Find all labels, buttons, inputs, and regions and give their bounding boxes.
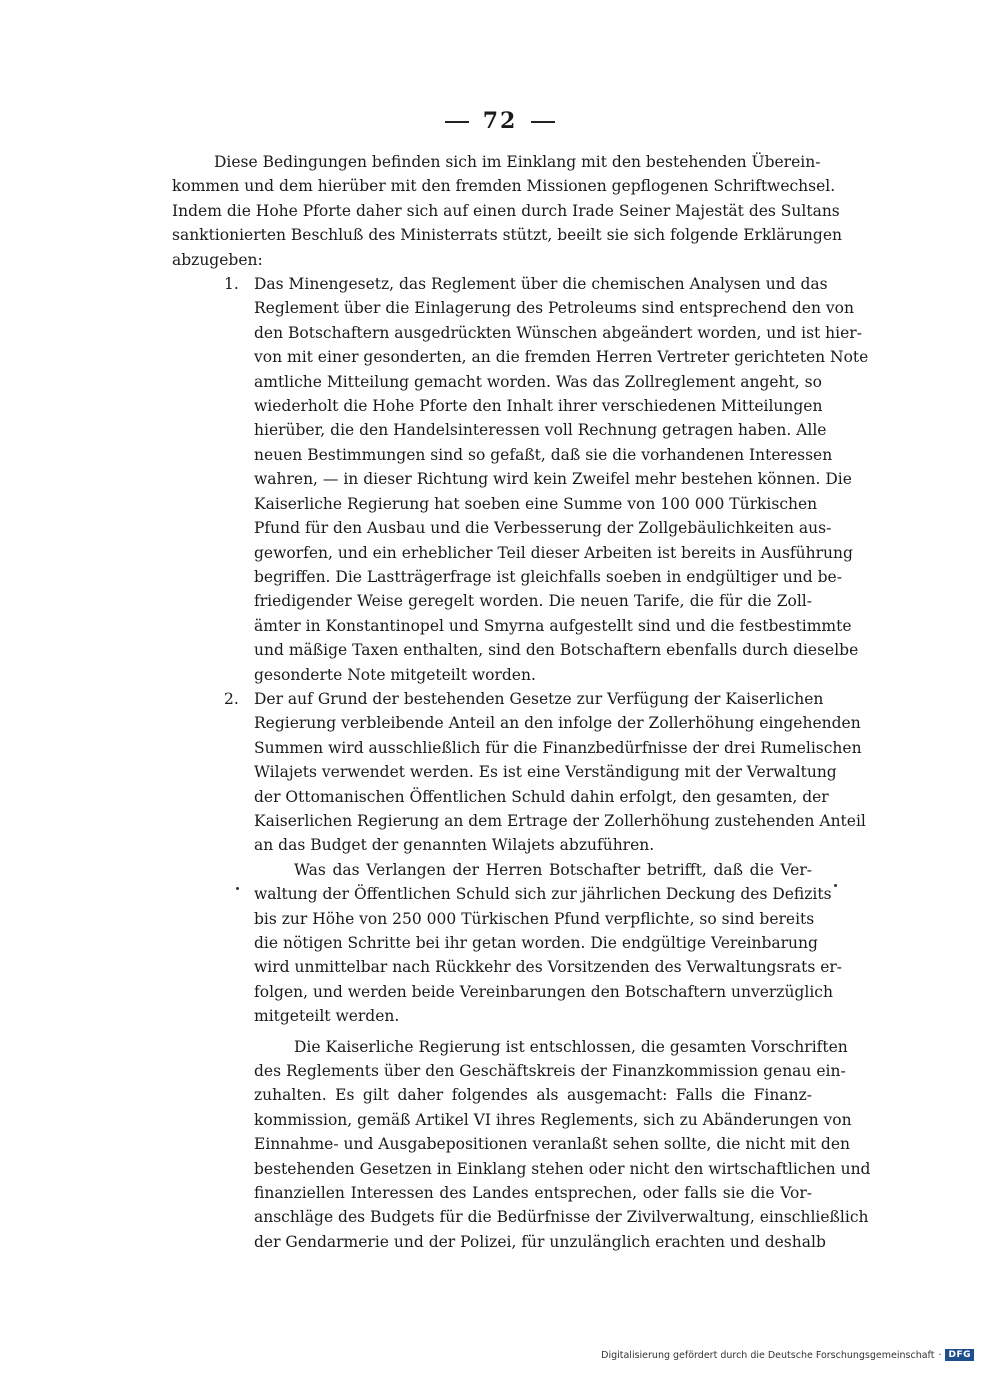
text-line: Der auf Grund der bestehenden Gesetze zur Verfügung der Kaiserlichen	[254, 689, 824, 708]
text-line: abzugeben:	[172, 250, 263, 269]
text-line: der Gendarmerie und der Polizei, für unzulänglich erachten und deshalb	[254, 1232, 826, 1251]
text-line: ämter in Konstantinopel und Smyrna aufgestellt sind und die festbestimmte	[254, 616, 852, 635]
text-line: den Botschaftern ausgedrückten Wünschen abgeändert worden, und ist hier-	[254, 323, 862, 342]
text-line: wird unmittelbar nach Rückkehr des Vorsitzenden des Verwaltungsrats er-	[254, 958, 843, 977]
text-line: Diese Bedingungen befinden sich im Einklang mit den bestehenden Überein-	[214, 153, 821, 171]
text-line: zuhalten. Es gilt daher folgendes als ausgemacht: Falls die Finanz-	[254, 1086, 812, 1105]
text-line: finanziellen Interessen des Landes entsprechen, oder falls sie die Vor-	[254, 1184, 812, 1203]
text-line: wahren, — in dieser Richtung wird kein Zweifel mehr bestehen können. Die	[254, 470, 852, 489]
text-line: kommission, gemäß Artikel VI ihres Reglements, sich zu Abänderungen von	[254, 1110, 852, 1129]
text-line: Einnahme- und Ausgabepositionen veranlaßt sehen sollte, die nicht mit den	[254, 1135, 850, 1154]
item2-followup-paragraph	[172, 858, 843, 1029]
footer-text: Digitalisierung gefördert durch die Deutsche Forschungsgemeinschaft	[601, 1349, 935, 1361]
text-line: bestehenden Gesetzen in Einklang stehen oder nicht den wirtschaftlichen und	[254, 1159, 871, 1178]
text-line: friedigender Weise geregelt worden. Die neuen Tarife, die für die Zoll-	[254, 592, 812, 611]
text-line: Regierung verbleibende Anteil an den infolge der Zollerhöhung eingehenden	[254, 714, 861, 733]
text-line: Summen wird ausschließlich für die Finanzbedürfnisse der drei Rumelischen	[254, 738, 862, 757]
text-line: neuen Bestimmungen sind so gefaßt, daß sie die vorhandenen Interessen	[254, 445, 833, 464]
text-line: Indem die Hohe Pforte daher sich auf einen durch Irade Seiner Majestät des Sultans	[172, 201, 840, 220]
text-line: begriffen. Die Lastträgerfrage ist gleichfalls soeben in endgültiger und be-	[254, 567, 842, 586]
text-line: die nötigen Schritte bei ihr getan worden. Die endgültige Vereinbarung	[254, 934, 818, 952]
text-line: Kaiserlichen Regierung an dem Ertrage der Zollerhöhung zustehenden Anteil	[254, 811, 866, 830]
final-paragraph	[172, 1035, 871, 1255]
list-item-number: 2.	[224, 689, 239, 708]
dash-left	[445, 121, 469, 123]
text-line: hierüber, die den Handelsinteressen voll Rechnung getragen haben. Alle	[254, 421, 827, 440]
list-item-1	[172, 272, 869, 687]
text-line: waltung der Öffentlichen Schuld sich zur jährlichen Deckung des Defizits	[254, 885, 832, 904]
text-line: an das Budget der genannten Wilajets abzuführen.	[254, 836, 655, 855]
text-line: amtliche Mitteilung gemacht worden. Was das Zollreglement angeht, so	[254, 372, 822, 391]
text-line: gesonderte Note mitgeteilt worden.	[254, 665, 536, 684]
print-speck	[236, 887, 239, 890]
text-line: mitgeteilt werden.	[254, 1007, 400, 1026]
dash-right	[531, 121, 555, 123]
text-line: Die Kaiserliche Regierung ist entschlossen, die gesamten Vorschriften	[294, 1037, 848, 1056]
text-line: geworfen, und ein erheblicher Teil dieser Arbeiten ist bereits in Ausführung	[254, 543, 853, 562]
text-line: kommen und dem hierüber mit den fremden Missionen gepflogenen Schriftwechsel.	[172, 177, 836, 196]
print-speck	[834, 884, 837, 887]
text-line: Das Minengesetz, das Reglement über die chemischen Analysen und das	[254, 275, 828, 294]
page-number	[0, 108, 1000, 134]
text-line: Was das Verlangen der Herren Botschafter betrifft, daß die Ver-	[294, 860, 812, 879]
list-item-2	[172, 687, 866, 858]
text-line: wiederholt die Hohe Pforte den Inhalt ihrer verschiedenen Mitteilungen	[254, 397, 823, 416]
text-line: sanktionierten Beschluß des Ministerrats stützt, beeilt sie sich folgende Erklärungen	[172, 226, 842, 245]
list-item-number: 1.	[224, 275, 239, 294]
text-line: folgen, und werden beide Vereinbarungen den Botschaftern unverzüglich	[254, 982, 833, 1001]
text-line: von mit einer gesonderten, an die fremden Herren Vertreter gerichteten Note	[254, 348, 869, 367]
text-line: des Reglements über den Geschäftskreis der Finanzkommission genau ein-	[254, 1062, 846, 1081]
text-line: anschläge des Budgets für die Bedürfnisse der Zivilverwaltung, einschließlich	[254, 1208, 869, 1227]
text-line: Pfund für den Ausbau und die Verbesserung der Zollgebäulichkeiten aus-	[254, 519, 832, 538]
document-body	[172, 150, 871, 1254]
text-line: der Ottomanischen Öffentlichen Schuld dahin erfolgt, den gesamten, der	[254, 787, 829, 806]
digitization-footer: Digitalisierung gefördert durch die Deutsche Forschungsgemeinschaft · DFG	[601, 1349, 974, 1361]
page-number-value: 72	[482, 108, 518, 134]
text-line: Kaiserliche Regierung hat soeben eine Summe von 100 000 Türkischen	[254, 494, 818, 513]
text-line: bis zur Höhe von 250 000 Türkischen Pfund verpflichte, so sind bereits	[254, 909, 815, 928]
dfg-logo: DFG	[945, 1349, 974, 1361]
text-line: und mäßige Taxen enthalten, sind den Botschaftern ebenfalls durch dieselbe	[254, 641, 859, 660]
intro-paragraph	[172, 150, 842, 272]
text-line: Reglement über die Einlagerung des Petroleums sind entsprechend den von	[254, 299, 854, 318]
text-line: Wilajets verwendet werden. Es ist eine Verständigung mit der Verwaltung	[254, 763, 837, 782]
